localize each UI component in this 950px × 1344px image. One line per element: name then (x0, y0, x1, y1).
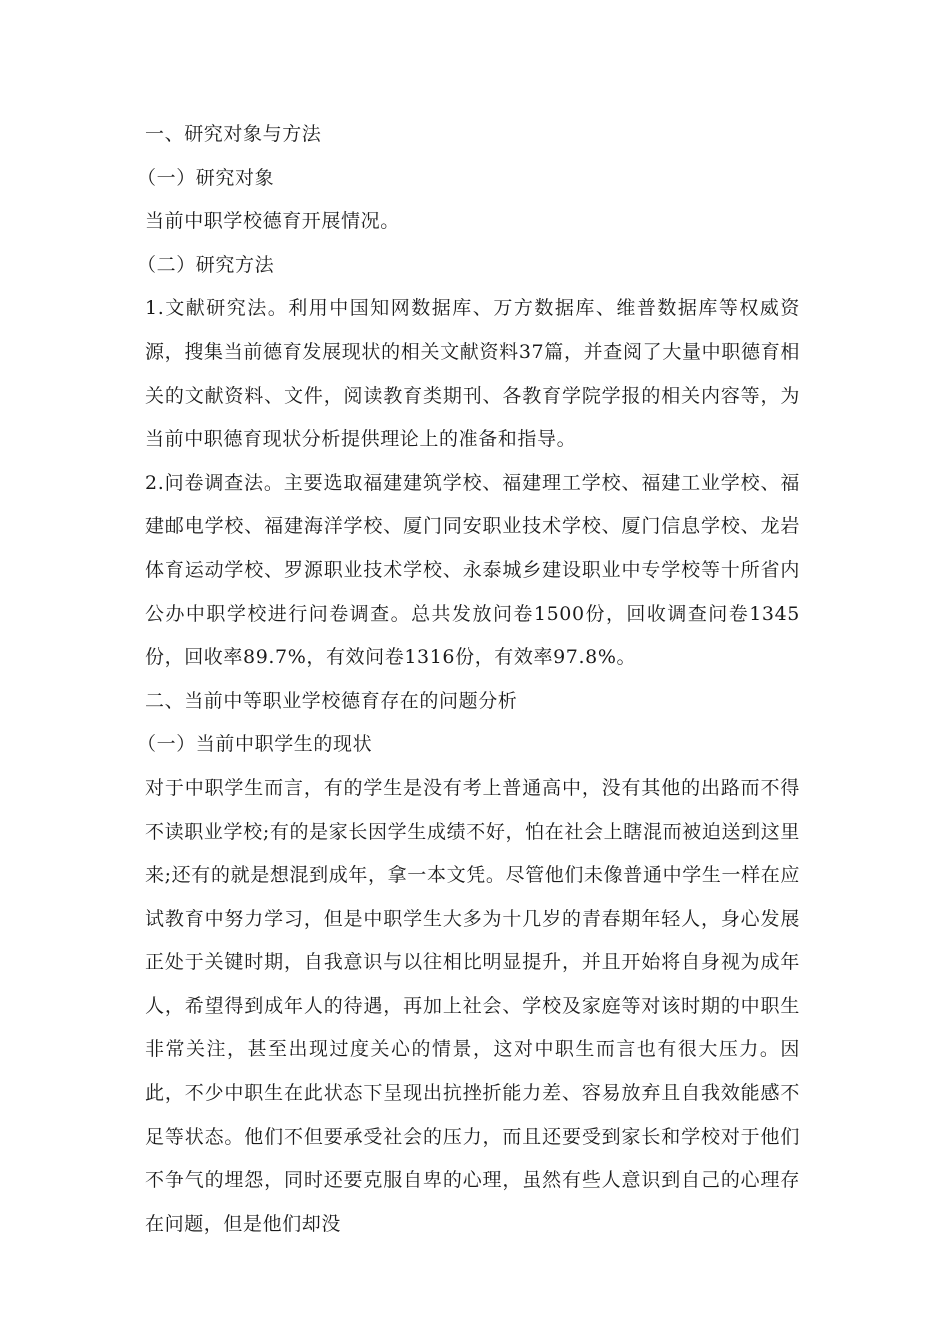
subheading-research-method: （二）研究方法 (137, 253, 275, 276)
section-heading-research-object-method: 一、研究对象与方法 (145, 123, 322, 145)
paragraph-student-status: 对于中职学生而言，有的学生是没有考上普通高中，没有其他的出路而不得不读职业学校;有的是家长因学生成绩不好，怕在社会上瞎混而被迫送到这里来;还有的就是想混到成年，拿一本文凭。尽管他们未像普通中学生一样在应试教育中努力学习，但是中职学生大多为十几岁的青春期年轻人，身心发展正处于关键时期，自我意识与以往相比明显提升，并且开始将自身视为成年人，希望得到成年人的待遇，再加上社会、学校及家庭等对该时期的中职生非常关注，甚至出现过度关心的情景，这对中职生而言也有很大压力。因此，不少中职生在此状态下呈现出抗挫折能力差、容易放弃且自我效能感不足等状态。他们不但要承受社会的压力，而且还要受到家长和学校对于他们不争气的埋怨，同时还要克服自卑的心理，虽然有些人意识到自己的心理存在问题，但是他们却没 (145, 776, 800, 1235)
document-body (137, 113, 800, 1246)
subheading-student-status: （一）当前中职学生的现状 (137, 733, 373, 756)
paragraph-research-object: 当前中职学校德育开展情况。 (145, 210, 400, 233)
section-heading-problem-analysis: 二、当前中等职业学校德育存在的问题分析 (145, 689, 518, 712)
subheading-research-object: （一）研究对象 (137, 166, 275, 189)
paragraph-survey-method: 2.问卷调查法。主要选取福建建筑学校、福建理工学校、福建工业学校、福建邮电学校、福建海洋学校、厦门同安职业技术学校、厦门信息学校、龙岩体育运动学校、罗源职业技术学校、永泰城乡建设职业中专学校等十所省内公办中职学校进行问卷调查。总共发放问卷1500份，回收调查问卷1345份，回收率89.7%，有效问卷1316份，有效率97.8%。 (145, 471, 800, 669)
paragraph-literature-method: 1.文献研究法。利用中国知网数据库、万方数据库、维普数据库等权威资源，搜集当前德育发展现状的相关文献资料37篇，并查阅了大量中职德育相关的文献资料、文件，阅读教育类期刊、各教育学院学报的相关内容等，为当前中职德育现状分析提供理论上的准备和指导。 (145, 297, 800, 451)
